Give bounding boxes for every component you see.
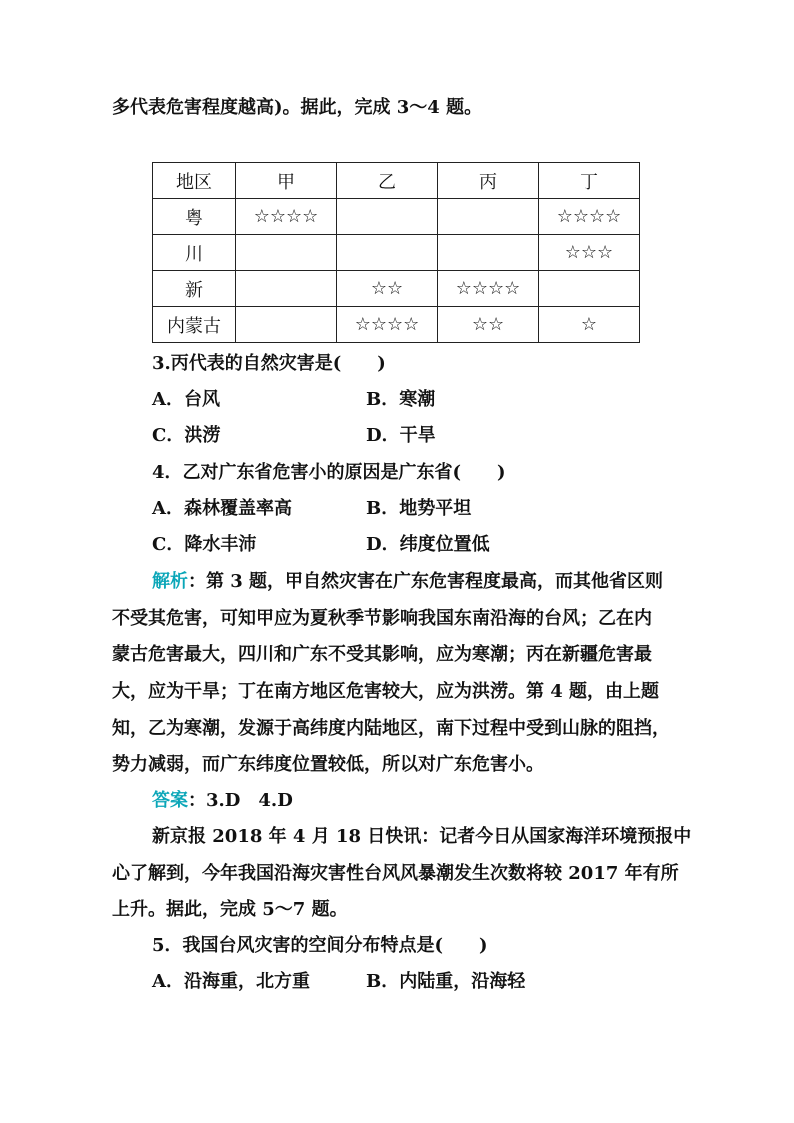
- q4-option-d: D．纬度位置低: [366, 534, 490, 555]
- answer-line: [152, 789, 293, 813]
- table-cell: ☆☆☆☆: [236, 199, 337, 235]
- table-cell: [438, 199, 539, 235]
- table-cell: ☆☆: [337, 271, 438, 307]
- question-3-stem: 3.丙代表的自然灾害是( ): [152, 353, 386, 374]
- table-cell: 川: [153, 235, 236, 271]
- table-cell: 粤: [153, 199, 236, 235]
- table-header-cell: 丁: [539, 163, 640, 199]
- news-line: 新京报 2018 年 4 月 18 日快讯：记者今日从国家海洋环境预报中: [152, 826, 692, 847]
- table-row: [153, 307, 640, 343]
- q3-option-c: C．洪涝: [152, 425, 221, 446]
- table-header-cell: 地区: [153, 163, 236, 199]
- table-cell: ☆☆☆☆: [337, 307, 438, 343]
- answer-text: ：3.D 4.D: [188, 790, 293, 811]
- table-header-row: [153, 163, 640, 199]
- table-cell: [438, 235, 539, 271]
- table-row: [153, 271, 640, 307]
- hazard-table: [152, 162, 640, 343]
- table-cell: [236, 271, 337, 307]
- question-5-stem: 5．我国台风灾害的空间分布特点是( ): [152, 935, 488, 956]
- table-cell: ☆☆☆☆: [438, 271, 539, 307]
- table-header-cell: 乙: [337, 163, 438, 199]
- analysis-line: 蒙古危害最大，四川和广东不受其影响，应为寒潮；丙在新疆危害最: [112, 644, 652, 665]
- q4-option-c: C．降水丰沛: [152, 534, 257, 555]
- q3-option-b: B．寒潮: [366, 389, 436, 410]
- table-cell: 新: [153, 271, 236, 307]
- table-header-cell: 甲: [236, 163, 337, 199]
- news-line: 上升。据此，完成 5～7 题。: [112, 899, 348, 920]
- answer-label: 答案: [152, 790, 188, 811]
- table-row: [153, 235, 640, 271]
- intro-line: 多代表危害程度越高)。据此，完成 3～4 题。: [112, 97, 483, 118]
- news-line: 心了解到，今年我国沿海灾害性台风风暴潮发生次数将较 2017 年有所: [112, 863, 679, 884]
- table-row: [153, 199, 640, 235]
- q3-option-a: A．台风: [152, 389, 220, 410]
- table-cell: [539, 271, 640, 307]
- q4-option-a: A．森林覆盖率高: [152, 498, 292, 519]
- table-header-cell: 丙: [438, 163, 539, 199]
- analysis-text: ：第 3 题，甲自然灾害在广东危害程度最高，而其他省区则: [188, 571, 664, 592]
- question-4-stem: 4．乙对广东省危害小的原因是广东省( ): [152, 462, 506, 483]
- table-cell: ☆: [539, 307, 640, 343]
- table-cell: ☆☆: [438, 307, 539, 343]
- table-cell: ☆☆☆☆: [539, 199, 640, 235]
- analysis-label: 解析: [152, 571, 188, 592]
- q5-option-b: B．内陆重，沿海轻: [366, 971, 526, 992]
- analysis-line: 势力减弱，而广东纬度位置较低，所以对广东危害小。: [112, 754, 544, 775]
- table-cell: [236, 307, 337, 343]
- q3-option-d: D．干旱: [366, 425, 436, 446]
- q5-option-a: A．沿海重，北方重: [152, 971, 310, 992]
- analysis-line: 知，乙为寒潮，发源于高纬度内陆地区，南下过程中受到山脉的阻挡，: [112, 718, 670, 739]
- analysis-line: 不受其危害，可知甲应为夏秋季节影响我国东南沿海的台风；乙在内: [112, 608, 652, 629]
- q4-option-b: B．地势平坦: [366, 498, 472, 519]
- analysis-line: 大，应为干旱；丁在南方地区危害较大，应为洪涝。第 4 题，由上题: [112, 681, 660, 702]
- table-cell: [236, 235, 337, 271]
- table-cell: [337, 199, 438, 235]
- table-cell: 内蒙古: [153, 307, 236, 343]
- table-cell: [337, 235, 438, 271]
- analysis-line: [152, 570, 663, 594]
- table-cell: ☆☆☆: [539, 235, 640, 271]
